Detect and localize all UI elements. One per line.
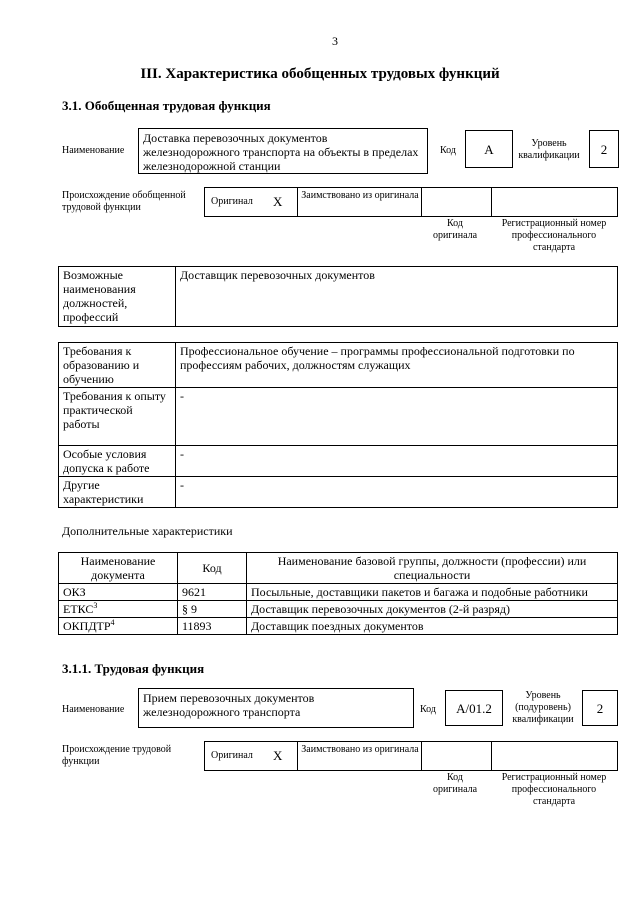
tf-level-field: 2: [582, 690, 618, 726]
additional-doc-cell: ОКЗ: [59, 584, 178, 601]
gtf-original-label: Оригинал: [211, 196, 253, 207]
positions-table: [58, 266, 618, 327]
requirement-label: Требования к опыту практической работы: [59, 388, 176, 446]
additional-code-cell: 11893: [178, 618, 247, 635]
tf-origin-label: Происхождение трудовой функции: [62, 744, 172, 767]
tf-code-orig-caption: Код оригинала: [432, 772, 478, 795]
requirement-value: -: [176, 446, 618, 477]
gtf-level-label: Уровень квалификации: [518, 138, 580, 161]
additional-header-code: Код: [178, 553, 247, 584]
tf-original-mark: X: [273, 748, 283, 763]
tf-origin-row: [204, 741, 618, 771]
gtf-origin-row: [204, 187, 618, 217]
additional-name-cell: Посыльные, доставщики пакетов и багажа и подобные работники: [247, 584, 618, 601]
requirement-value: -: [176, 388, 618, 446]
additional-header-doc: Наименование документа: [59, 553, 178, 584]
page-title: III. Характеристика обобщенных трудовых функций: [140, 66, 500, 82]
gtf-name-label: Наименование: [62, 145, 125, 156]
requirement-value: -: [176, 477, 618, 508]
tf-name-field: Прием перевозочных документов железнодорожного транспорта: [138, 688, 414, 728]
gtf-code-field: А: [465, 130, 513, 168]
section-heading-tf: 3.1.1. Трудовая функция: [62, 661, 205, 676]
tf-code-field: А/01.2: [445, 690, 503, 726]
positions-label: Возможные наименования должностей, профессий: [59, 267, 176, 327]
gtf-level-field: 2: [589, 130, 619, 168]
additional-table: [58, 552, 618, 635]
tf-original-label: Оригинал: [211, 750, 253, 761]
table-row: [59, 584, 618, 601]
table-row: [59, 601, 618, 618]
additional-code-cell: § 9: [178, 601, 247, 618]
additional-header-name: Наименование базовой группы, должности (профессии) или специальности: [247, 553, 618, 584]
requirement-label: Требования к образованию и обучению: [59, 343, 176, 388]
gtf-code-label: Код: [440, 145, 456, 156]
tf-reg-num-caption: Регистрационный номер профессионального стандарта: [501, 772, 607, 807]
gtf-original-mark: X: [273, 194, 283, 209]
additional-name-cell: Доставщик поездных документов: [247, 618, 618, 635]
positions-value: Доставщик перевозочных документов: [176, 267, 618, 327]
additional-doc-cell: ЕТКС$^3$: [59, 601, 178, 618]
tf-code-label: Код: [420, 704, 436, 715]
tf-level-label: Уровень (подуровень) квалификации: [512, 690, 574, 725]
requirement-value: Профессиональное обучение – программы профессиональной подготовки по профессиям рабочих, должностям служащих: [176, 343, 618, 388]
gtf-code-orig-caption: Код оригинала: [432, 218, 478, 241]
tf-borrowed-label: Заимствовано из оригинала: [301, 744, 419, 755]
additional-name-cell: Доставщик перевозочных документов (2-й разряд): [247, 601, 618, 618]
tf-name-label: Наименование: [62, 704, 125, 715]
page-number: 3: [332, 34, 338, 48]
gtf-origin-label: Происхождение обобщенной трудовой функции: [62, 190, 186, 213]
table-row: [59, 618, 618, 635]
requirement-label: Особые условия допуска к работе: [59, 446, 176, 477]
requirement-label: Другие характеристики: [59, 477, 176, 508]
gtf-reg-num-caption: Регистрационный номер профессионального стандарта: [501, 218, 607, 253]
requirements-table: [58, 342, 618, 508]
section-heading-gtf: 3.1. Обобщенная трудовая функция: [62, 98, 271, 113]
additional-doc-cell: ОКПДТР$^4$: [59, 618, 178, 635]
gtf-name-field: Доставка перевозочных документов железнодорожного транспорта на объекты в пределах железнодорожной станции: [138, 128, 428, 174]
additional-heading: Дополнительные характеристики: [62, 524, 233, 538]
gtf-borrowed-label: Заимствовано из оригинала: [301, 190, 419, 201]
additional-code-cell: 9621: [178, 584, 247, 601]
